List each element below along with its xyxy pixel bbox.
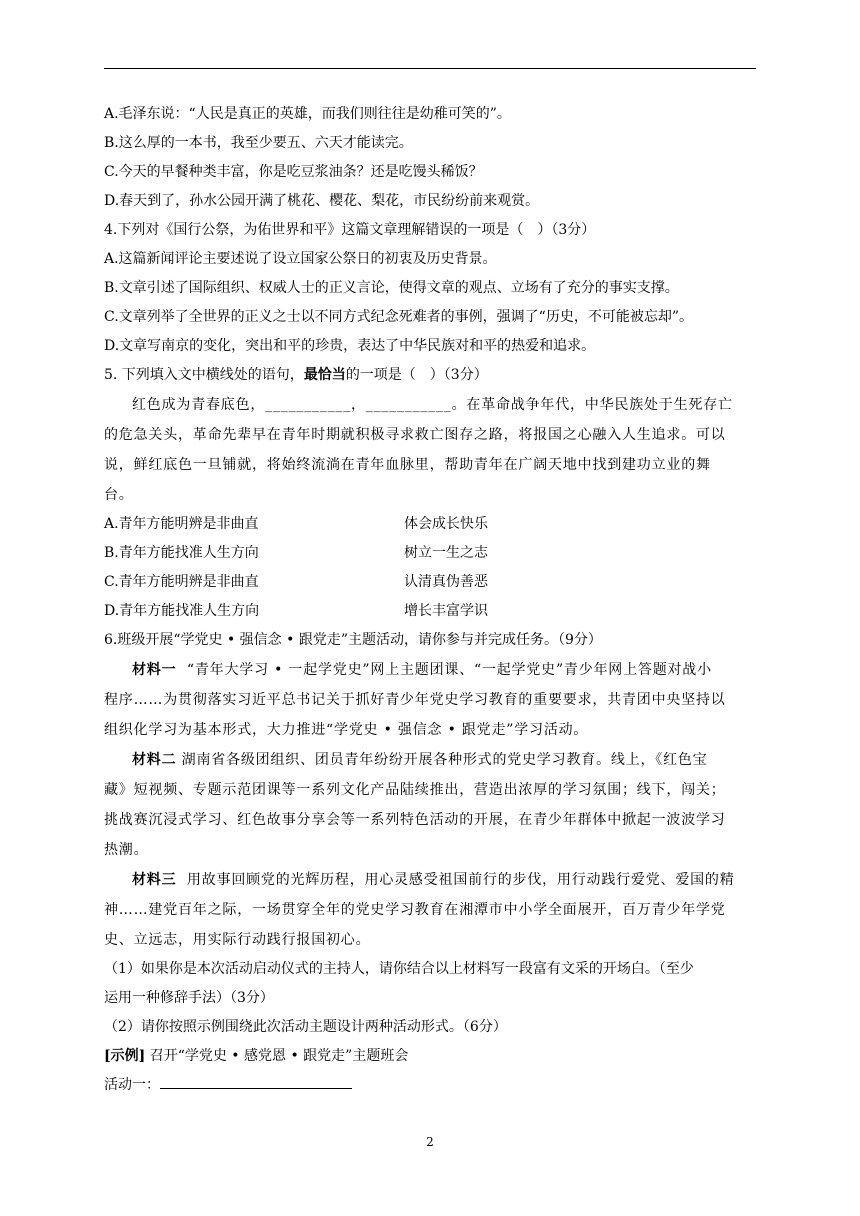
q5-option-right: 体会成长快乐 <box>404 516 488 532</box>
q4-option-d: D.文章写南京的变化，突出和平的珍贵，表达了中华民族对和平的热爱和追求。 <box>104 338 596 354</box>
q3-option-b: B.这么厚的一本书，我至少要五、六天才能读完。 <box>104 135 413 151</box>
question-4 <box>104 216 759 361</box>
material-line <box>104 655 759 685</box>
q6-material-3 <box>104 865 759 955</box>
page-number: 2 <box>426 1135 434 1149</box>
material-line <box>104 745 759 775</box>
q6-activity-1 <box>104 1071 759 1100</box>
q5-option-c <box>104 568 759 597</box>
material-line: 史、立远志，用实际行动践行报国初心。 <box>104 932 371 948</box>
q6-material-2 <box>104 745 759 865</box>
material-line <box>104 865 759 895</box>
q6-task-2: （2）请你按照示例围绕此次活动主题设计两种活动形式。（6分） <box>104 1019 507 1035</box>
q3-option-a: A.毛泽东说：“人民是真正的英雄，而我们则往往是幼稚可笑的”。 <box>104 106 511 122</box>
q6-example <box>104 1042 759 1071</box>
material-line: 程序……为贯彻落实习近平总书记关于抓好青少年党史学习教育的重要要求，共青团中央坚持以 <box>104 692 726 708</box>
question-5 <box>104 361 759 626</box>
q5-stem-bold: 最恰当 <box>303 367 346 383</box>
question-6 <box>104 626 759 1100</box>
q5-option-d <box>104 597 759 626</box>
q4-stem: 4.下列对《国行公祭，为佑世界和平》这篇文章理解错误的一项是（ ）（3分） <box>104 222 596 238</box>
material-label: 材料一 <box>132 662 177 678</box>
q6-task-1: （1）如果你是本次活动启动仪式的主持人，请你结合以上材料写一段富有文采的开场白。（至少 <box>104 961 694 977</box>
q5-passage-line: 红色成为青春底色，___________，___________。在革命战争年代，中华民族处于生死存亡 <box>132 397 733 413</box>
q3-option-c: C.今天的早餐种类丰富，你是吃豆浆油条？还是吃馒头稀饭？ <box>104 164 483 180</box>
example-text: 召开“学党史 • 感党恩 • 跟党走”主题班会 <box>145 1048 409 1064</box>
q6-stem: 6.班级开展“学党史 • 强信念 • 跟党走”主题活动，请你参与并完成任务。（9分） <box>104 632 602 648</box>
q5-option-left: B.青年方能找准人生方向 <box>104 545 259 561</box>
q5-option-right: 认清真伪善恶 <box>404 574 488 590</box>
material-line: 热潮。 <box>104 842 149 858</box>
material-text: “青年大学习 • 一起学党史”网上主题团课、“一起学党史”青少年网上答题对战小 <box>186 662 712 678</box>
q5-stem-post: 的一项是（ ）（3分） <box>345 367 488 383</box>
q5-passage-line: 台。 <box>104 487 134 503</box>
material-text: 湖南省各级团组织、团员青年纷纷开展各种形式的党史学习教育。线上，《红色宝 <box>181 752 708 768</box>
activity-1-answer-blank[interactable] <box>160 1076 352 1089</box>
q6-material-1 <box>104 655 759 745</box>
activity-1-label: 活动一： <box>104 1077 160 1093</box>
material-line: 挑战赛沉浸式学习、红色故事分享会等一系列特色活动的开展，在青少年群体中掀起一波波学习 <box>104 812 726 828</box>
q5-stem-pre: 5. 下列填入文中横线处的语句， <box>104 367 304 383</box>
material-line: 神……建党百年之际，一场贯穿全年的党史学习教育在湘潭市中小学全面展开，百万青少年学党 <box>104 902 726 918</box>
q4-option-a: A.这篇新闻评论主要述说了设立国家公祭日的初衷及历史背景。 <box>104 251 497 267</box>
material-text: 用故事回顾党的光辉历程，用心灵感受祖国前行的步伐，用行动践行爱党、爱国的精 <box>186 872 735 888</box>
q4-option-c: C.文章列举了全世界的正义之士以不同方式纪念死难者的事例，强调了“历史，不可能被忘却”。 <box>104 309 693 325</box>
page-content <box>104 100 759 1100</box>
material-line: 藏》短视频、专题示范团课等一系列文化产品陆续推出，营造出浓厚的学习氛围；线下，闯关； <box>104 782 726 798</box>
q5-option-a <box>104 510 759 539</box>
q5-passage-line: 说，鲜红底色一旦铺就，将始终流淌在青年血脉里，帮助青年在广阔天地中找到建功立业的舞 <box>104 457 711 473</box>
q5-option-right: 增长丰富学识 <box>404 603 488 619</box>
q5-passage-line: 的危急关头，革命先辈早在青年时期就积极寻求救亡图存之路，将报国之心融入人生追求。可以 <box>104 427 726 443</box>
q5-option-left: A.青年方能明辨是非曲直 <box>104 516 259 532</box>
q3-option-d: D.春天到了，孙水公园开满了桃花、樱花、梨花，市民纷纷前来观赏。 <box>104 193 540 209</box>
q5-option-right: 树立一生之志 <box>404 545 488 561</box>
q5-option-left: D.青年方能找准人生方向 <box>104 603 260 619</box>
q5-option-left: C.青年方能明辨是非曲直 <box>104 574 259 590</box>
q3-options <box>104 100 759 216</box>
q5-stem <box>104 361 759 390</box>
q5-passage <box>104 390 759 510</box>
q5-option-b <box>104 539 759 568</box>
q6-task-1-cont: 运用一种修辞手法）（3分） <box>104 990 274 1006</box>
material-label: 材料二 <box>132 752 177 768</box>
material-label: 材料三 <box>132 872 177 888</box>
header-rule <box>104 68 756 69</box>
example-label: [示例] <box>104 1048 146 1064</box>
q4-option-b: B.文章引述了国际组织、权威人士的正义言论，使得文章的观点、立场有了充分的事实支撑。 <box>104 280 679 296</box>
material-line: 组织化学习为基本形式，大力推进“学党史 • 强信念 • 跟党走”学习活动。 <box>104 722 589 738</box>
